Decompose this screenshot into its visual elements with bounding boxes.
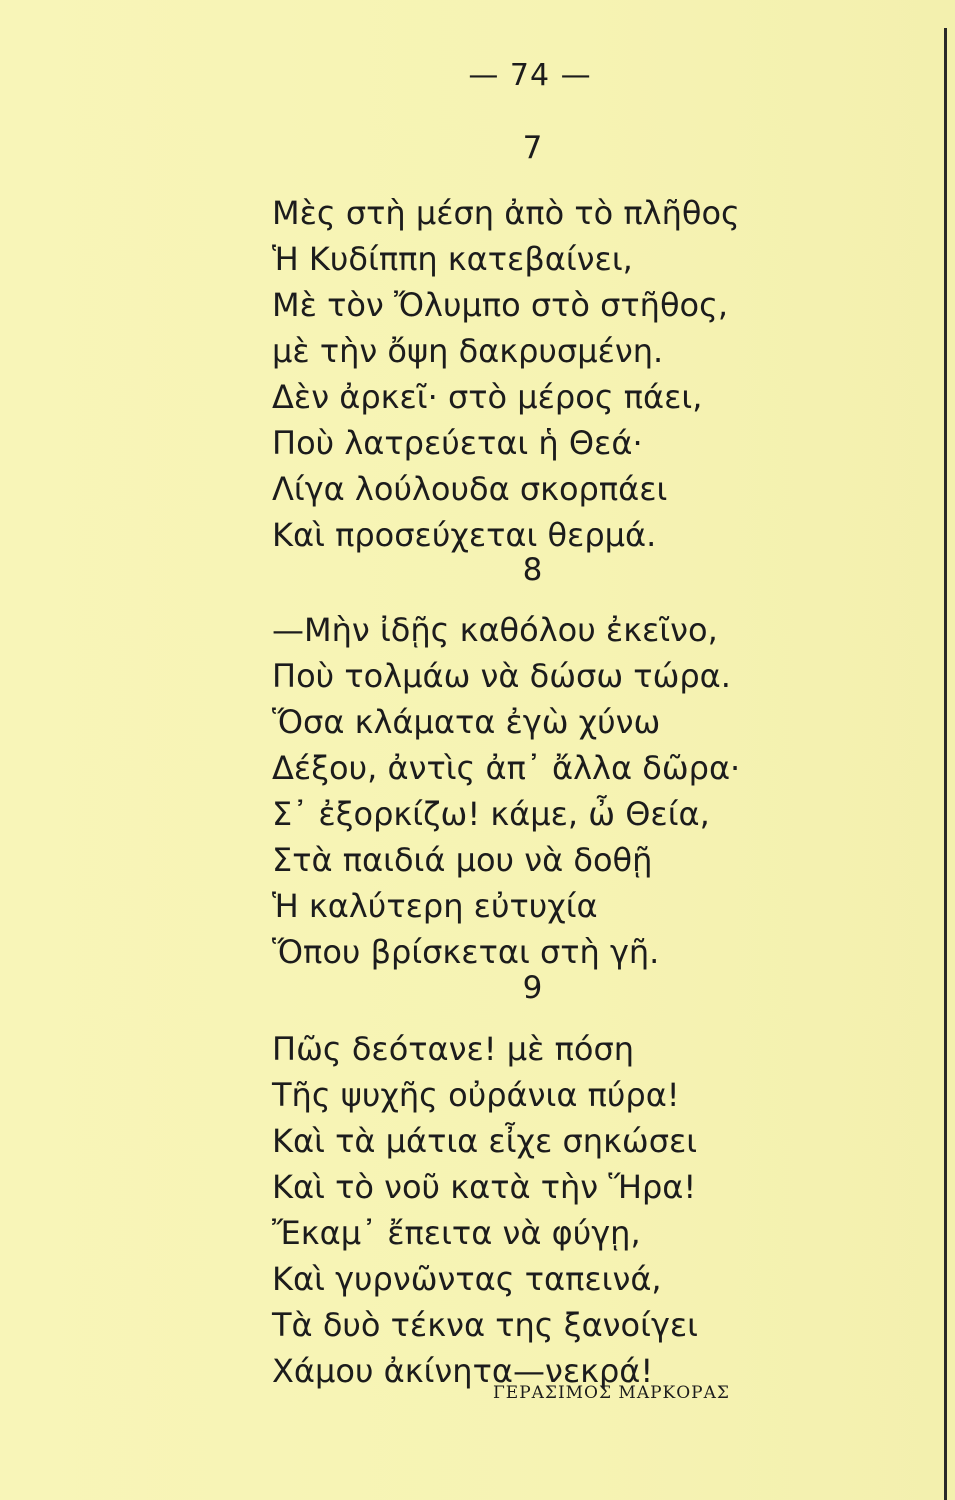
poem-line: Καὶ τὸ νοῦ κατὰ τὴν Ἥρα! xyxy=(272,1168,697,1206)
poem-line: Ἡ Κυδίππη κατεβαίνει, xyxy=(272,240,633,278)
poem-line: μὲ τὴν ὄψη δακρυσμένη. xyxy=(272,332,664,370)
author-name: ΓΕΡΑΣΙΜΟΣ ΜΑΡΚΟΡΑΣ xyxy=(493,1383,730,1403)
poem-line: Καὶ προσεύχεται θερμά. xyxy=(272,516,657,554)
poem-line: Ὅπου βρίσκεται στὴ γῆ. xyxy=(272,933,660,971)
poem-line: Δὲν ἀρκεῖ· στὸ μέρος πάει, xyxy=(272,378,703,416)
poem-line: Μὲς στὴ μέση ἀπὸ τὸ πλῆθος xyxy=(272,194,740,232)
poem-line: Καὶ γυρνῶντας ταπεινά, xyxy=(272,1260,662,1298)
stanza-8 xyxy=(272,607,740,975)
stanza-7 xyxy=(272,190,740,558)
stanza-number-9: 9 xyxy=(522,970,543,1006)
poem-line: Ἔκαμ᾽ ἔπειτα νὰ φύγῃ, xyxy=(272,1214,641,1252)
poem-line: Σ᾽ ἐξορκίζω! κάμε, ὦ Θεία, xyxy=(272,795,710,833)
stanza-number-8: 8 xyxy=(522,552,543,588)
poem-line: Χάμου ἀκίνητα—νεκρά! xyxy=(272,1352,654,1390)
poem-line: Πῶς δεότανε! μὲ πόση xyxy=(272,1030,635,1068)
stanza-number-7: 7 xyxy=(522,130,543,166)
poem-line: Καὶ τὰ μάτια εἶχε σηκώσει xyxy=(272,1122,698,1160)
page-number: — 74 — xyxy=(468,58,592,93)
poem-line: Ποὺ λατρεύεται ἡ Θεά· xyxy=(272,424,643,462)
poem-line: Τὰ δυὸ τέκνα της ξανοίγει xyxy=(272,1306,698,1344)
poem-line: Στὰ παιδιά μου νὰ δοθῇ xyxy=(272,841,653,879)
poem-line: Μὲ τὸν Ὄλυμπο στὸ στῆθος, xyxy=(272,286,729,324)
poem-line: —Μὴν ἰδῇς καθόλου ἐκεῖνο, xyxy=(272,611,718,649)
poem-line: Δέξου, ἀντὶς ἀπ᾽ ἄλλα δῶρα· xyxy=(272,749,741,787)
poem-line: Ἡ καλύτερη εὐτυχία xyxy=(272,887,598,925)
poem-line: Ὅσα κλάματα ἐγὼ χύνω xyxy=(272,703,661,741)
poem-line: Ποὺ τολμάω νὰ δώσω τώρα. xyxy=(272,657,731,695)
page-edge-line xyxy=(944,28,947,1500)
poem-line: Λίγα λούλουδα σκορπάει xyxy=(272,470,668,508)
poem-line: Τῆς ψυχῆς οὐράνια πύρα! xyxy=(272,1076,680,1114)
stanza-9 xyxy=(272,1026,698,1394)
